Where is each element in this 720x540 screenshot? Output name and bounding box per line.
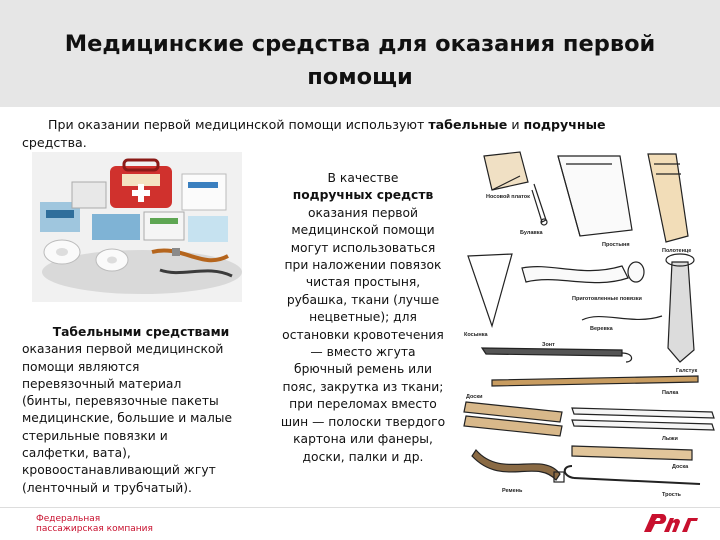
company-name-line-1: Федеральная — [36, 514, 101, 524]
label-belt: Ремень — [502, 488, 523, 494]
mid-line: при наложении повязок — [284, 258, 442, 273]
mid-line: оказания первой — [307, 205, 419, 220]
pin-drawing — [532, 184, 547, 225]
company-name-line-2: пассажирская компания — [36, 524, 153, 534]
scarf-drawing — [468, 254, 512, 326]
left-line: (ленточный и трубчатый). — [22, 480, 192, 495]
tie-drawing — [666, 254, 694, 362]
standard-means-text — [22, 324, 260, 497]
cord-drawing — [582, 316, 662, 320]
mid-line: могут использоваться — [290, 240, 436, 255]
mid-line: шин — полоски твердого — [280, 414, 446, 429]
intro-bold-1: табельные — [428, 117, 508, 132]
belt-drawing — [472, 450, 564, 482]
improvised-means-lead: подручных средств — [292, 188, 434, 203]
label-cane: Трость — [662, 492, 681, 498]
footer-divider — [0, 507, 720, 508]
label-scarf: Косынка — [464, 332, 488, 338]
left-line: перевязочный материал — [22, 376, 182, 391]
mid-line: картона или фанеры, — [293, 432, 433, 447]
mid-line: — вместо жгута — [310, 345, 416, 360]
label-skis: Лыжи — [662, 436, 678, 442]
slide-title — [40, 28, 680, 94]
label-kerchief: Носовой платок — [486, 194, 530, 200]
left-line: кровоостанавливающий жгут — [22, 463, 216, 478]
mid-line: при переломах вместо — [289, 397, 437, 412]
towel-drawing — [648, 154, 688, 242]
label-planks: Доски — [466, 394, 483, 400]
intro-text-2: и — [507, 117, 524, 132]
intro-text-3: средства. — [22, 135, 87, 150]
kerchief-drawing — [484, 152, 528, 190]
mid-line: рубашка, ткани (лучше — [286, 292, 440, 307]
mid-line: пояс, закрутка из ткани; — [282, 379, 444, 394]
slide-title-line-1: Медицинские средства для оказания первой — [64, 31, 656, 57]
intro-paragraph — [22, 116, 682, 152]
improvised-means-text — [268, 170, 458, 466]
left-line: оказания первой медицинской — [22, 342, 224, 357]
company-name — [36, 514, 153, 534]
standard-means-lead: Табельными средствами — [52, 325, 230, 339]
mid-line: доски, палки и др. — [302, 449, 424, 464]
mid-line: чистая простыня, — [305, 275, 421, 290]
label-towel: Полотенце — [662, 248, 692, 254]
skis-drawing — [572, 408, 714, 430]
first-aid-kit-photo — [32, 152, 242, 302]
mid-line: остановки кровотечения — [282, 327, 444, 342]
label-stick: Палка — [662, 390, 679, 396]
mid-line: В качестве — [327, 171, 399, 185]
board-drawing — [572, 446, 692, 460]
umbrella-drawing — [482, 348, 632, 362]
left-line: салфетки, вата), — [22, 446, 131, 461]
mid-line: медицинской помощи — [291, 223, 435, 238]
label-tie: Галстук — [676, 368, 698, 374]
label-cord: Веревка — [590, 326, 613, 332]
slide-title-line-2: помощи — [307, 64, 413, 90]
stick-drawing — [492, 376, 698, 386]
improvised-means-drawing — [462, 150, 718, 500]
mid-line: нецветные); для — [309, 310, 417, 325]
left-line: медицинские, большие и малые — [22, 411, 233, 426]
label-sheet: Простыня — [602, 242, 630, 248]
left-line: помощи являются — [22, 359, 140, 374]
label-boards: Доска — [672, 464, 689, 470]
mid-line: брючный ремень или — [294, 362, 432, 377]
planks-drawing — [464, 402, 562, 436]
intro-text-1: При оказании первой медицинской помощи используют — [48, 117, 429, 132]
left-line: (бинты, перевязочные пакеты — [22, 394, 219, 409]
bandages-drawing — [522, 262, 644, 283]
rzd-logo-icon — [640, 510, 700, 536]
intro-bold-2: подручные — [523, 117, 606, 132]
sheet-drawing — [558, 156, 632, 236]
label-bandages: Приготовленные повязки — [572, 296, 642, 302]
label-pin: Булавка — [520, 230, 543, 236]
label-umbrella: Зонт — [542, 342, 555, 348]
left-line: стерильные повязки и — [22, 428, 168, 443]
